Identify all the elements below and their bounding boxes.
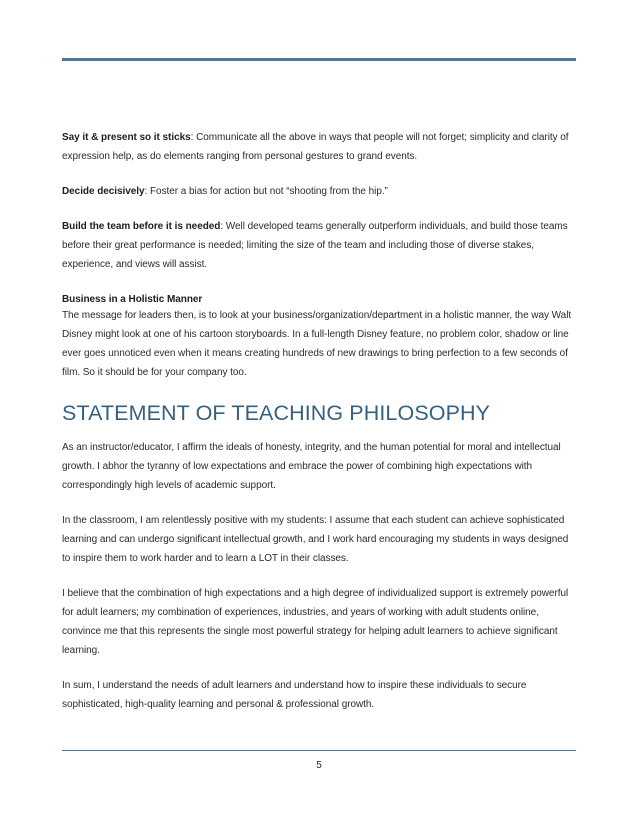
header-rule [62, 58, 576, 61]
teaching-philosophy-title: STATEMENT OF TEACHING PHILOSOPHY [62, 401, 491, 425]
teaching-paragraph-4: In sum, I understand the needs of adult learners and understand how to inspire these individuals to secure sophisticated, high-quality learning and personal & professional growth. [62, 680, 527, 710]
page-content [62, 128, 578, 714]
footer-rule [62, 750, 576, 751]
page-number: 5 [316, 760, 322, 771]
decide-paragraph [62, 182, 578, 201]
holistic-section [62, 293, 578, 382]
build-team-label: Build the team before it is needed [62, 221, 221, 232]
say-it-text: : Communicate all the above in ways that people will not forget; simplicity and clarity of expression help, as do elements ranging from personal gestures to grand events. [62, 132, 569, 162]
build-team-text: : Well developed teams generally outperform individuals, and build those teams before their great performance is needed; limiting the size of the team and including those of diverse stakes, experience, and views will assist. [62, 221, 568, 270]
build-team-paragraph [62, 217, 578, 274]
teaching-paragraph-1: As an instructor/educator, I affirm the ideals of honesty, integrity, and the human potential for moral and intellectual growth. I abhor the tyranny of low expectations and embrace the power of combining high expectations with correspondingly high levels of academic support. [62, 442, 561, 491]
teaching-paragraph-3: I believe that the combination of high expectations and a high degree of individualized support is extremely powerful for adult learners; my combination of experiences, industries, and years of working with adult students online, convince me that this represents the single most powerful strategy for helping adult learners to achieve significant learning. [62, 588, 569, 656]
decide-label: Decide decisively [62, 186, 145, 197]
teaching-paragraph-2: In the classroom, I am relentlessly positive with my students: I assume that each student can achieve sophisticated learning and can undergo significant intellectual growth, and I work hard encouraging my students in ways designed to inspire them to work harder and to learn a LOT in their classes. [62, 515, 569, 564]
say-it-label: Say it & present so it sticks [62, 132, 191, 143]
holistic-heading: Business in a Holistic Manner [62, 294, 203, 305]
holistic-text: The message for leaders then, is to look at your business/organization/department in a holistic manner, the way Walt Disney might look at one of his cartoon storyboards. In a full-length Disney feature, no problem color, shadow or line ever goes unnoticed even when it means creating hundreds of new drawings to bring perfection to a few seconds of film. So it should be for your company too. [62, 310, 572, 378]
decide-text: : Foster a bias for action but not “shooting from the hip.” [144, 186, 388, 197]
say-it-paragraph [62, 128, 578, 166]
